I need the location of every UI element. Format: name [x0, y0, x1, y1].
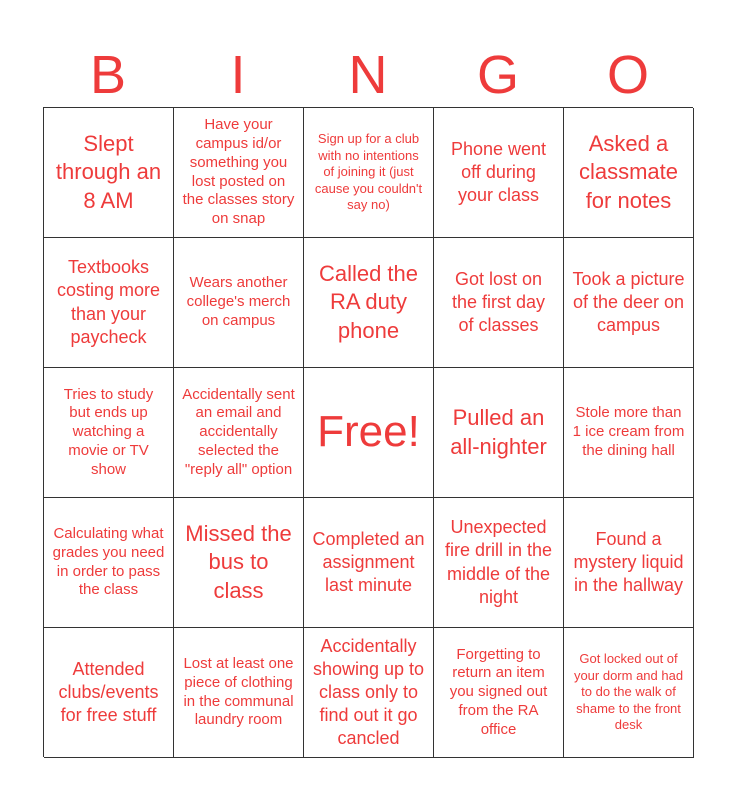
cell-text: Called the RA duty phone [318, 260, 419, 343]
cell-text: Pulled an all-nighter [450, 404, 547, 459]
bingo-cell-r2c3[interactable] [304, 238, 434, 368]
cell-text: Found a mystery liquid in the hallway [573, 528, 684, 596]
cell-text: Sign up for a club with no intentions of joining it (just cause you couldn't say no) [314, 130, 423, 213]
cell-text: Asked a classmate for notes [578, 130, 679, 213]
cell-text: Unexpected fire drill in the middle of the night [444, 517, 553, 607]
bingo-cell-r5c1[interactable] [44, 628, 174, 758]
cell-text: Stole more than 1 ice cream from the dining hall [572, 404, 685, 459]
bingo-cell-r3c5[interactable] [564, 368, 694, 498]
bingo-cell-r4c2[interactable] [174, 498, 304, 628]
bingo-cell-r1c2[interactable] [174, 108, 304, 238]
bingo-cell-r4c1[interactable] [44, 498, 174, 628]
bingo-cell-r2c2[interactable] [174, 238, 304, 368]
bingo-cell-r5c2[interactable] [174, 628, 304, 758]
cell-text: Slept through an 8 AM [55, 130, 162, 213]
bingo-cell-r5c3[interactable] [304, 628, 434, 758]
cell-text: Phone went off during your class [450, 138, 547, 206]
bingo-cell-r1c1[interactable] [44, 108, 174, 238]
bingo-cell-r4c3[interactable] [304, 498, 434, 628]
bingo-cell-r5c5[interactable] [564, 628, 694, 758]
bingo-cell-r3c2[interactable] [174, 368, 304, 498]
cell-text: Forgetting to return an item you signed out from the RA office [449, 645, 548, 738]
free-space-text: Free! [317, 407, 420, 457]
bingo-cell-r2c4[interactable] [434, 238, 564, 368]
cell-text: Got locked out of your dorm and had to do the walk of shame to the front desk [573, 650, 684, 733]
bingo-header [43, 44, 693, 106]
header-letter-n: N [348, 45, 388, 105]
bingo-cell-r1c5[interactable] [564, 108, 694, 238]
cell-text: Have your campus id/or something you lost posted on the classes story on snap [182, 116, 295, 227]
bingo-cell-r2c1[interactable] [44, 238, 174, 368]
bingo-cell-free[interactable] [304, 368, 434, 498]
bingo-board [43, 107, 693, 757]
bingo-cell-r3c4[interactable] [434, 368, 564, 498]
bingo-cell-r4c5[interactable] [564, 498, 694, 628]
bingo-cell-r3c1[interactable] [44, 368, 174, 498]
cell-text: Attended clubs/events for free stuff [58, 658, 159, 726]
cell-text: Wears another college's merch on campus [186, 274, 291, 329]
cell-text: Accidentally showing up to class only to find out it go cancled [312, 635, 425, 749]
cell-text: Lost at least one piece of clothing in the communal laundry room [183, 655, 294, 729]
header-letter-b: B [89, 45, 127, 105]
cell-text: Calculating what grades you need in order to pass the class [52, 525, 165, 599]
bingo-cell-r5c4[interactable] [434, 628, 564, 758]
bingo-cell-r4c4[interactable] [434, 498, 564, 628]
bingo-cell-r1c4[interactable] [434, 108, 564, 238]
cell-text: Textbooks costing more than your paycheck [56, 257, 161, 347]
cell-text: Completed an assignment last minute [312, 528, 425, 596]
cell-text: Accidentally sent an email and accidentally selected the "reply all" option [182, 385, 295, 478]
bingo-cell-r1c3[interactable] [304, 108, 434, 238]
cell-text: Took a picture of the deer on campus [572, 268, 685, 336]
cell-text: Missed the bus to class [185, 520, 292, 603]
header-letter-i: I [230, 45, 246, 105]
header-letter-g: G [476, 45, 519, 105]
header-letter-o: O [606, 45, 649, 105]
cell-text: Tries to study but ends up watching a movie or TV show [63, 385, 154, 478]
cell-text: Got lost on the first day of classes [451, 268, 546, 336]
bingo-cell-r2c5[interactable] [564, 238, 694, 368]
